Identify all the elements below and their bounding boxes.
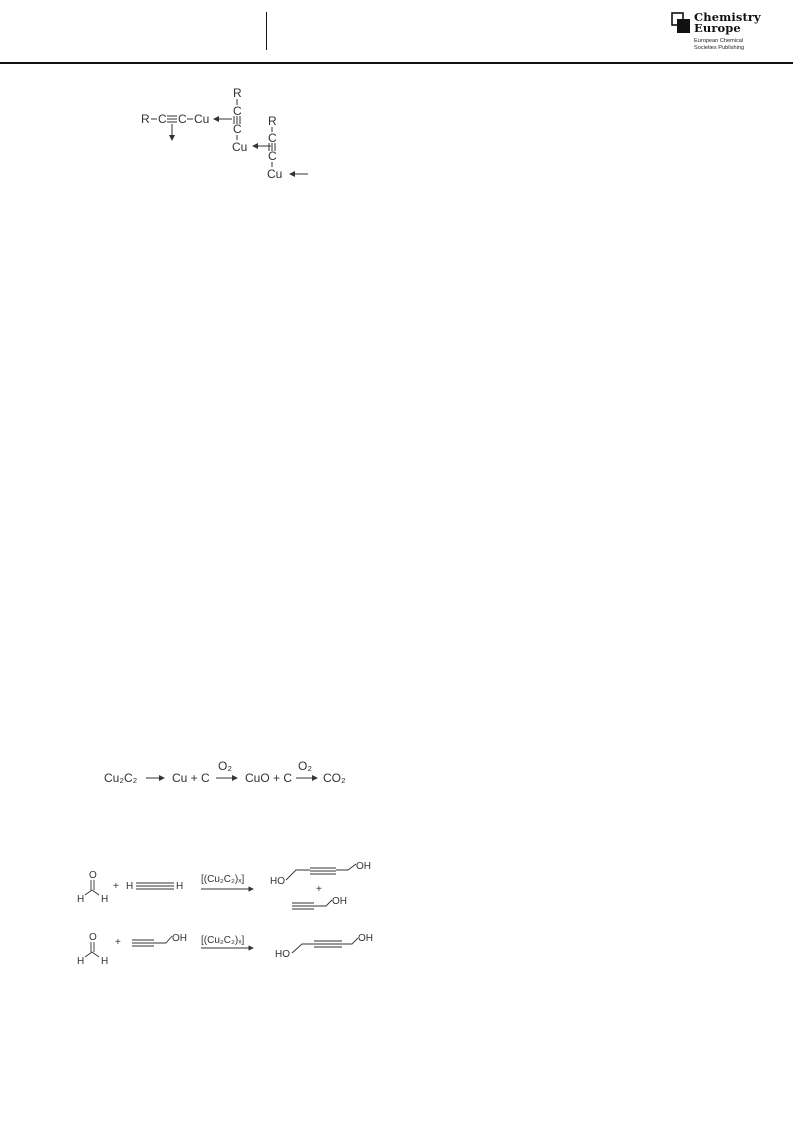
oh-label: OH [358,933,373,944]
oh-label: OH [356,861,371,872]
ho-label: HO [270,876,285,887]
logo-title-line2: Europe [694,21,741,35]
c-label: C [233,104,242,118]
cu-label: Cu [232,140,248,154]
catalyst-label: [(Cu₂C₂)ₓ] [201,874,245,885]
r-label: R [268,114,277,128]
logo-subtitle-line2: Societies Publishing [694,44,745,51]
cu2c2-label: Cu₂C₂ [104,771,138,785]
plus-sign: + [113,881,119,892]
co2-label: CO₂ [323,771,346,785]
c-label: C [158,112,167,126]
h-label: H [77,956,85,966]
logo-subtitle-line1: European Chemical [694,38,744,44]
cuo-plus-c-label: CuO + C [245,771,293,785]
c-label: C [233,122,242,136]
o-label: O [89,870,97,881]
logo-subtitle [694,38,744,51]
o2-label: O₂ [218,759,232,773]
plus-sign: + [115,937,121,948]
scheme-cu2c2-oxidation [100,756,360,788]
h-label: H [77,894,85,905]
o-label: O [89,932,97,943]
plus-sign: + [316,884,322,895]
ho-label: HO [275,949,290,960]
cu-label: Cu [267,167,283,181]
scheme-ethynylation-formaldehyde [70,852,390,966]
h-label: H [101,956,109,966]
catalyst-label: [(Cu₂C₂)ₓ] [201,935,245,946]
header-rule [0,62,793,64]
page-header [0,0,793,64]
header-divider [266,12,267,50]
o2-label: O₂ [298,759,312,773]
h-label: H [101,894,109,905]
oh-label: OH [172,933,187,944]
oh-label: OH [332,896,347,907]
r-label: R [233,86,242,100]
r-label: R [141,112,150,126]
c-label: C [178,112,187,126]
cu-plus-c-label: Cu + C [172,771,210,785]
logo-title [694,12,761,34]
logo-title-line1: Chemistry [694,10,761,24]
h-label: H [176,881,184,892]
c-label: C [268,149,277,163]
scheme-copper-acetylide-polymer [130,82,330,188]
chemistry-europe-logo-icon [671,12,691,34]
chemistry-europe-logo [671,12,781,56]
c-label: C [268,131,277,145]
h-label: H [126,881,134,892]
cu-label: Cu [194,112,210,126]
